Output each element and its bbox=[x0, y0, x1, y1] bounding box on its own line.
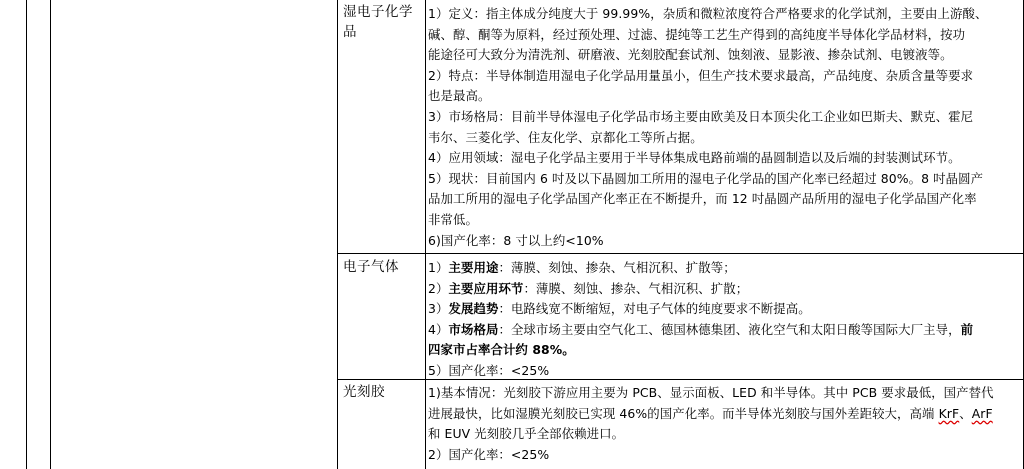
photoresist-content bbox=[428, 383, 1020, 465]
item-number: 1） bbox=[428, 260, 449, 275]
market-line: 3）市场格局：目前半导体湿电子化学品市场主要由欧美及日本顶尖化工企业如巴斯夫、默克、霍尼 bbox=[428, 108, 974, 124]
separator: 、 bbox=[959, 405, 972, 421]
column-border bbox=[337, 0, 338, 469]
overview-text: 进展最快，比如湿膜光刻胶已实现 46%的国产化率。而半导体光刻胶与国外差距较大，高端 bbox=[428, 405, 939, 421]
wet-chem-content bbox=[428, 4, 1020, 251]
status-line: 品加工所用的湿电子化学品国产化率正在不断提升，而 12 吋晶圆产品所用的湿电子化学品国产化率 bbox=[428, 191, 977, 207]
spell-check-word: ArF bbox=[971, 405, 993, 421]
gas-content bbox=[428, 258, 1020, 382]
category-label: 湿电子化学 bbox=[343, 4, 413, 20]
overview-line: 1)基本情况：光刻胶下游应用主要为 PCB、显示面板、LED 和半导体。其中 PCB 要求最低，国产替代 bbox=[428, 385, 994, 400]
features-line: 也是最高。 bbox=[428, 88, 491, 104]
category-electronic-gas: 电子气体 bbox=[343, 259, 399, 275]
application-line: 4）应用领域：湿电子化学品主要用于半导体集成电路前端的晶圆制造以及后端的封装测试环节。 bbox=[428, 150, 961, 166]
spell-check-word: KrF bbox=[938, 405, 960, 421]
application-line bbox=[428, 279, 1020, 300]
features-line: 2）特点：半导体制造用湿电子化学品用量虽小，但生产技术要求最高，产品纯度、杂质含量等要求 bbox=[428, 67, 974, 83]
item-number: 3） bbox=[428, 301, 449, 317]
category-photoresist: 光刻胶 bbox=[343, 384, 385, 400]
market-line: 韦尔、三菱化学、住友化学、京都化工等所占据。 bbox=[428, 129, 703, 145]
item-text: ：电路线宽不断缩短，对电子气体的纯度要求不断提高。 bbox=[498, 301, 811, 317]
item-number: 2） bbox=[428, 280, 449, 296]
column-border bbox=[26, 0, 27, 469]
item-heading: 发展趋势 bbox=[448, 301, 499, 317]
item-heading: 主要应用环节 bbox=[448, 280, 524, 296]
item-text: ：薄膜、刻蚀、掺杂、气相沉积、扩散等； bbox=[498, 260, 736, 275]
status-line: 非常低。 bbox=[428, 211, 478, 227]
category-wet-chemicals bbox=[343, 2, 413, 42]
trend-line bbox=[428, 299, 1020, 320]
overview-line: 和 EUV 光刻胶几乎全部依赖进口。 bbox=[428, 426, 625, 442]
localization-rate-line: 2）国产化率：<25% bbox=[428, 446, 550, 462]
definition-line: 能途径可大致分为清洗剂、研磨液、光刻胶配套试剂、蚀刻液、显影液、掺杂试剂、电镀液等。 bbox=[428, 47, 953, 63]
definition-line: 碱、醇、酮等为原料，经过预处理、过滤、提纯等工艺生产得到的高纯度半导体化学品材料，按功 bbox=[428, 26, 966, 42]
status-line: 5）现状：目前国内 6 吋及以下晶圆加工所用的湿电子化学品的国产化率已经超过 80%。8 吋晶圆产 bbox=[428, 170, 984, 186]
item-emphasis: 前 bbox=[960, 321, 974, 337]
overview-line bbox=[428, 404, 1020, 425]
column-border bbox=[50, 0, 51, 469]
item-text: ：薄膜、刻蚀、掺杂、气相沉积、扩散； bbox=[523, 280, 749, 296]
localization-rate-line: 5）国产化率：<25% bbox=[428, 362, 550, 378]
category-label: 品 bbox=[343, 24, 357, 40]
localization-rate-line: 6)国产化率：8 寸以上约<10% bbox=[428, 232, 604, 248]
definition-line: 1）定义：指主体成分纯度大于 99.99%，杂质和微粒浓度符合严格要求的化学试剂，主要由上游酸、 bbox=[428, 6, 988, 21]
item-text: ：全球市场主要由空气化工、德国林德集团、液化空气和太阳日酸等国际大厂主导， bbox=[498, 321, 961, 337]
market-share-line: 四家市占率合计约 88%。 bbox=[428, 342, 575, 358]
column-border bbox=[425, 0, 426, 469]
market-line bbox=[428, 320, 1020, 341]
item-number: 4） bbox=[428, 321, 449, 337]
usage-line bbox=[428, 258, 1020, 279]
item-heading: 市场格局 bbox=[448, 321, 499, 337]
row-border bbox=[337, 253, 1024, 254]
item-heading: 主要用途 bbox=[448, 260, 499, 275]
